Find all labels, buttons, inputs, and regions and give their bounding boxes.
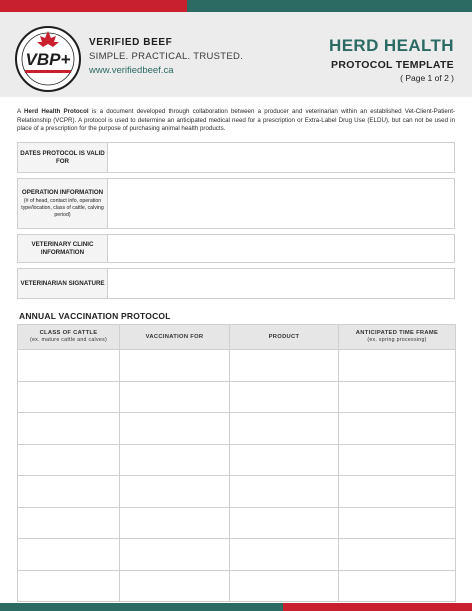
info-label-text: OPERATION INFORMATION — [21, 188, 104, 196]
column-header-label: ANTICIPATED TIME FRAME — [355, 330, 439, 336]
table-row — [18, 476, 456, 508]
table-cell[interactable] — [18, 381, 120, 413]
table-cell[interactable] — [339, 570, 456, 602]
info-label-text: VETERINARIAN SIGNATURE — [20, 279, 105, 287]
info-label-subtext: (# of head, contact info, operation type/location, class of cattle, calving period) — [21, 197, 104, 218]
intro-paragraph — [17, 108, 455, 134]
table-cell[interactable] — [120, 444, 230, 476]
bottom-bar-red-segment — [283, 603, 472, 611]
column-header-label: VACCINATION FOR — [145, 333, 204, 340]
signature-field[interactable] — [108, 269, 454, 298]
table-cell[interactable] — [120, 570, 230, 602]
brand-block — [89, 37, 243, 76]
brand-name: VERIFIED BEEF — [89, 37, 173, 48]
column-header-label: PRODUCT — [268, 333, 300, 340]
table-cell[interactable] — [120, 413, 230, 445]
table-cell[interactable] — [339, 539, 456, 571]
table-cell[interactable] — [230, 539, 339, 571]
table-cell[interactable] — [230, 350, 339, 382]
document-title-block — [329, 36, 454, 83]
table-row — [18, 507, 456, 539]
table-cell[interactable] — [120, 381, 230, 413]
info-row-signature — [17, 268, 455, 299]
table-row — [18, 413, 456, 445]
table-cell[interactable] — [339, 350, 456, 382]
column-header-subtext: (ex. spring processing) — [367, 337, 427, 343]
table-row — [18, 350, 456, 382]
table-cell[interactable] — [18, 539, 120, 571]
table-row — [18, 444, 456, 476]
column-header-vaccination — [120, 325, 230, 350]
info-label-signature — [18, 269, 108, 298]
intro-prefix: A — [17, 108, 21, 115]
brand-tagline: SIMPLE. PRACTICAL. TRUSTED. — [89, 51, 244, 62]
table-cell[interactable] — [18, 350, 120, 382]
table-cell[interactable] — [230, 444, 339, 476]
page-indicator: ( Page 1 of 2 ) — [400, 73, 454, 83]
table-cell[interactable] — [18, 444, 120, 476]
column-header-product — [230, 325, 339, 350]
column-header-subtext: (ex. mature cattle and calves) — [29, 337, 108, 343]
vaccination-table — [17, 324, 456, 602]
column-header-label: CLASS OF CATTLE — [39, 330, 98, 336]
info-label-operation — [18, 179, 108, 228]
table-cell[interactable] — [339, 507, 456, 539]
operation-info-field[interactable] — [108, 179, 454, 228]
brand-url[interactable]: www.verifiedbeef.ca — [89, 65, 174, 76]
info-row-dates — [17, 142, 455, 173]
table-cell[interactable] — [339, 381, 456, 413]
table-row — [18, 381, 456, 413]
table-cell[interactable] — [230, 413, 339, 445]
page-header — [0, 12, 472, 97]
table-cell[interactable] — [120, 539, 230, 571]
info-label-dates — [18, 143, 108, 172]
vaccination-section-title: ANNUAL VACCINATION PROTOCOL — [19, 311, 171, 321]
table-cell[interactable] — [230, 381, 339, 413]
top-color-bar — [0, 0, 472, 12]
info-label-text: DATES PROTOCOL IS VALID FOR — [20, 149, 105, 165]
vaccination-header-row — [18, 325, 456, 350]
info-label-clinic — [18, 235, 108, 262]
protocol-info-table — [17, 142, 455, 304]
table-row — [18, 539, 456, 571]
table-cell[interactable] — [230, 476, 339, 508]
document-title: HERD HEALTH — [329, 36, 454, 55]
top-bar-teal-segment — [187, 0, 472, 12]
vaccination-table-body — [18, 350, 456, 602]
dates-valid-field[interactable] — [108, 143, 454, 172]
column-header-class — [18, 325, 120, 350]
document-subtitle: PROTOCOL TEMPLATE — [331, 59, 454, 71]
intro-bold-term: Herd Health Protocol — [24, 108, 89, 115]
info-row-operation — [17, 178, 455, 229]
logo-text: VBP+ — [25, 50, 71, 69]
table-cell[interactable] — [18, 570, 120, 602]
table-row — [18, 570, 456, 602]
table-cell[interactable] — [18, 507, 120, 539]
bottom-bar-teal-segment — [0, 603, 283, 611]
table-cell[interactable] — [230, 507, 339, 539]
table-cell[interactable] — [120, 507, 230, 539]
table-cell[interactable] — [18, 476, 120, 508]
table-cell[interactable] — [120, 476, 230, 508]
table-cell[interactable] — [339, 444, 456, 476]
vbp-logo — [14, 25, 82, 93]
table-cell[interactable] — [339, 413, 456, 445]
top-bar-red-segment — [0, 0, 187, 12]
clinic-info-field[interactable] — [108, 235, 454, 262]
info-row-clinic — [17, 234, 455, 263]
bottom-color-bar — [0, 603, 472, 611]
column-header-timeframe — [339, 325, 456, 350]
intro-text: is a document developed through collaboration between a producer and veterinarian within an established Vet-Client-Patient-Relationship (VCPR). A protocol is used to determine an anticipated medical need for a prescription or Extra-Label Drug Use (ELDU), but can not be used in place of a prescription for the purpose of purchasing animal health products. — [17, 108, 455, 132]
table-cell[interactable] — [230, 570, 339, 602]
table-cell[interactable] — [120, 350, 230, 382]
table-cell[interactable] — [339, 476, 456, 508]
table-cell[interactable] — [18, 413, 120, 445]
info-label-text: VETERINARY CLINIC INFORMATION — [31, 240, 94, 256]
